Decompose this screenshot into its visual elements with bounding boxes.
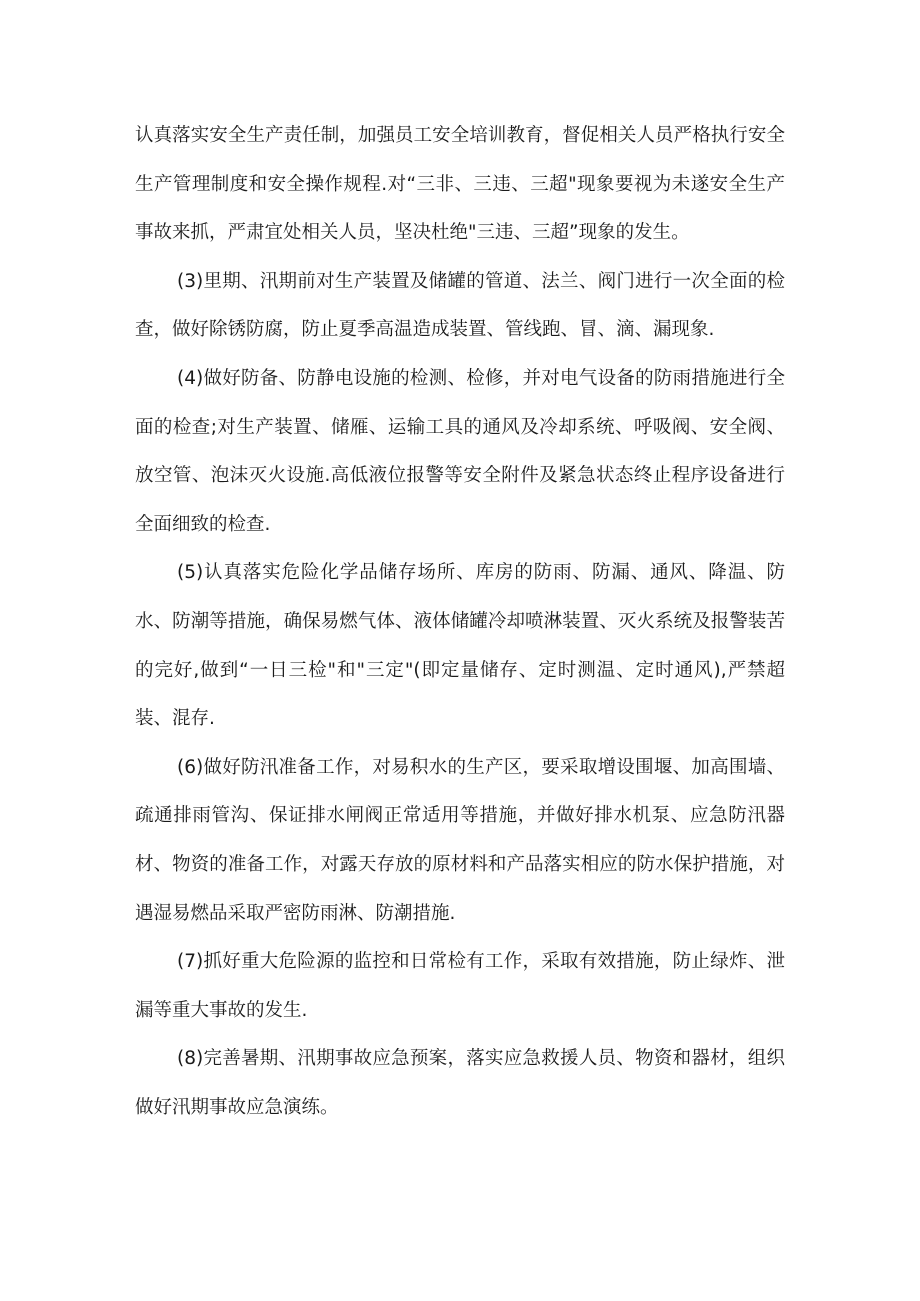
paragraph-item-3: (3)里期、汛期前对生产装置及储罐的管道、法兰、阀门进行一次全面的检查，做好除锈防腐，防止夏季高温造成装置、管线跑、冒、滴、漏现象. (135, 270, 785, 341)
document-body (135, 112, 785, 1132)
paragraph-item-8: (8)完善暑期、汛期事故应急预案，落实应急救援人员、物资和器材，组织做好汛期事故应急演练。 (135, 1048, 785, 1118)
paragraph-item-7: (7)抓好重大危险源的监控和日常检有工作，采取有效措施，防止绿炸、泄漏等重大事故的发生. (135, 951, 785, 1021)
paragraph-item-6: (6)做好防汛准备工作，对易积水的生产区，要采取增设围堰、加高围墙、疏通排雨管沟、保证排水闸阀正常适用等措施，并做好排水机泵、应急防汛器材、物资的准备工作，对露天存放的原材料和产品落实相应的防水保护措施，对遇湿易燃品采取严密防雨淋、防潮措施. (135, 756, 785, 924)
paragraph-continuation: 认真落实安全生产责任制，加强员工安全培训教育，督促相关人员严格执行安全生产管理制度和安全操作规程.对“三非、三违、三超"现象要视为未遂安全生产事故来抓，严肃宜处相关人员，坚决杜绝"三违、三超”现象的发生。 (135, 125, 785, 244)
paragraph-item-4: (4)做好防备、防静电设施的检测、检修，并对电气设备的防雨措施进行全面的检查;对生产装置、储雁、运输工具的通风及冷却系统、呼吸阀、安全阀、放空管、泡沫灭火设施.高低液位报警等安全附件及紧急状态终止程序设备进行全面细致的检查. (135, 367, 785, 535)
paragraph-item-5: (5)认真落实危险化学品储存场所、库房的防雨、防漏、通风、降温、防水、防潮等措施，确保易燃气体、液体储罐冷却喷淋装置、灭火系统及报警装苦的完好,做到“一日三检"和"三定"(即定量储存、定时测温、定时通风),严禁超装、混存. (135, 562, 785, 730)
